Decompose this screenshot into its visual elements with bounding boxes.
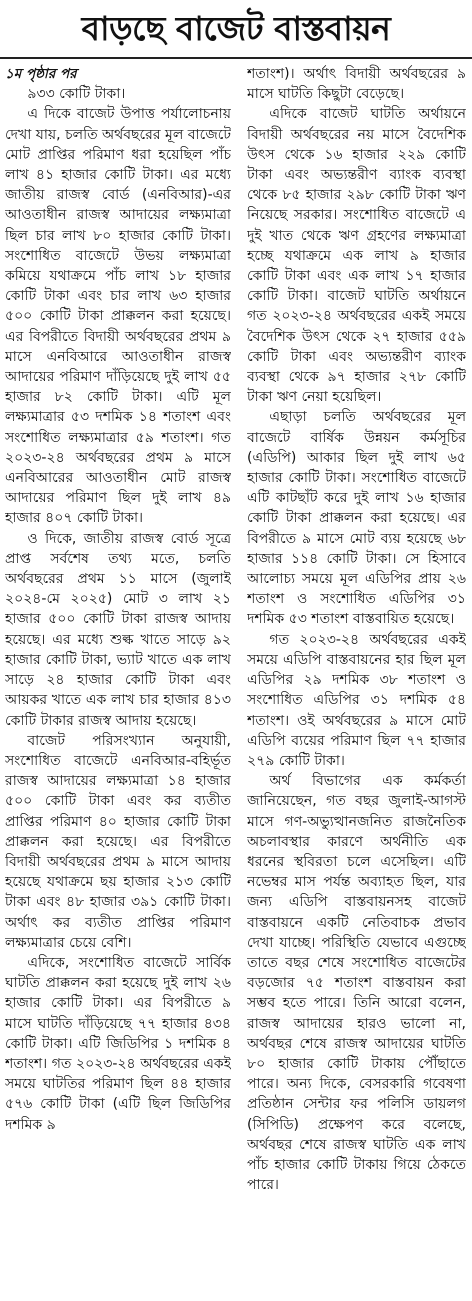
continued-from-line (5, 64, 231, 84)
paragraph: শতাংশ)। অর্থাৎ বিদায়ী অর্থবছরের ৯ মাসে ঘাটতি কিছুটা বেড়েছে। (247, 66, 466, 103)
headline-divider (0, 57, 472, 59)
paragraph: গত ২০২৩-২৪ অর্থবছরের একই সময়ে এডিপি বাস্তবায়নের হার ছিল মূল এডিপির ২৯ দশমিক ৩৮ শতাংশ ও সংশোধিত এডিপির ৩১ দশমিক ৫৪ শতাংশ। ওই অর্থবছরের ৯ মাসে মোট এডিপি ব্যয়ের পরিমাণ ছিল ৭৭ হাজার ২৭৯ কোটি টাকা। (247, 631, 466, 769)
paragraph: এ দিকে বাজেট উপাত্ত পর্যালোচনায় দেখা যায়, চলতি অর্থবছরের মূল বাজেটে মোট প্রাপ্তির পরিমাণ ধরা হয়েছিল পাঁচ লাখ ৪১ হাজার কোটি টাকা। এর মধ্যে জাতীয় রাজস্ব বোর্ড (এনবিআর)-এর আওতাধীন রাজস্ব আদায়ের লক্ষ্যমাত্রা ছিল চার লাখ ৮০ হাজার কোটি টাকা। সংশোধিত বাজেটে উভয় লক্ষ্যমাত্রা কমিয়ে যথাক্রমে পাঁচ লাখ ১৮ হাজার কোটি টাকা এবং চার লাখ ৬৩ হাজার ৫০০ কোটি টাকা প্রাক্কলন করা হয়েছে। এর বিপরীতে বিদায়ী অর্থবছরের প্রথম ৯ মাসে এনবিআরে আওতাধীন রাজস্ব আদায়ের পরিমাণ দাঁড়িয়েছে দুই লাখ ৫৫ হাজার ৮২ কোটি টাকা। এটি মূল লক্ষ্যমাত্রার ৫৩ দশমিক ১৪ শতাংশ এবং সংশোধিত লক্ষ্যমাত্রার ৫৯ শতাংশ। গত ২০২৩-২৪ অর্থবছরের প্রথম ৯ মাসে এনবিআরের আওতাধীন মোট রাজস্ব আদায়ের পরিমাণ ছিল দুই লাখ ৪৯ হাজার ৪০৭ কোটি টাকা। (5, 106, 231, 527)
paragraph: এদিকে, সংশোধিত বাজেটে সার্বিক ঘাটতি প্রাক্কলন করা হয়েছে দুই লাখ ২৬ হাজার কোটি টাকা। এর বিপরীতে ৯ মাসে ঘাটতি দাঁড়িয়েছে ৭৭ হাজার ৪৩৪ কোটি টাকা। এটি জিডিপির ১ দশমিক ৪ শতাংশ। গত ২০২৩-২৪ অর্থবছরের একই সময়ে ঘাটতির পরিমাণ ছিল ৪৪ হাজার ৫৭৬ কোটি টাকা (এটি ছিল জিডিপির দশমিক ৯ (5, 954, 231, 1133)
paragraph: অর্থ বিভাগের এক কর্মকর্তা জানিয়েছেন, গত বছর জুলাই-আগস্ট মাসে গণ-অভ্যুত্থানজনিত রাজনৈতিক অচলাবস্থার কারণে অর্থনীতি এক ধরনের স্থবিরতা চলে এসেছিল। এটি নভেম্বর মাস পর্যন্ত অব্যাহত ছিল, যার জন্য এডিপি বাস্তবায়নসহ বাজেট বাস্তবায়নে একটি নেতিবাচক প্রভাব দেখা যাচ্ছে। পরিস্থিতি যেভাবে এগুচ্ছে তাতে বছর শেষে সংশোধিত বাজেটের বড়জোর ৭৫ শতাংশ বাস্তবায়ন করা সম্ভব হতে পারে। তিনি আরো বলেন, রাজস্ব আদায়ের হারও ভালো না, অর্থবছর শেষে রাজস্ব আদায়ের ঘাটতি ৮০ হাজার কোটি টাকায় পৌঁছাতে পারে। অন্য দিকে, বেসরকারি গবেষণা প্রতিষ্ঠান সেন্টার ফর পলিসি ডায়লগ (সিপিডি) প্রক্ষেপণ করে বলেছে, অর্থবছর শেষে রাজস্ব ঘাটতি এক লাখ পাঁচ হাজার কোটি টাকায় গিয়ে ঠেকতে পারে। (247, 773, 466, 1194)
article-headline: বাড়ছে বাজেট বাস্তবায়ন (81, 9, 391, 48)
continued-label: ১ম পৃষ্ঠার পর (5, 66, 77, 82)
paragraph: ও দিকে, জাতীয় রাজস্ব বোর্ড সূত্রে প্রাপ্ত সর্বশেষ তথ্য মতে, চলতি অর্থবছরের প্রথম ১১ মাসে (জুলাই ২০২৪-মে ২০২৫) মোট ৩ লাখ ২১ হাজার ৫০০ কোটি টাকা রাজস্ব আদায় হয়েছে। এর মধ্যে শুল্ক খাতে সাড়ে ৯২ হাজার কোটি টাকা, ভ্যাট খাতে এক লাখ সাড়ে ২৪ হাজার কোটি টাকা এবং আয়কর খাতে এক লাখ চার হাজার ৪১৩ কোটি টাকার রাজস্ব আদায় হয়েছে। (5, 530, 231, 729)
paragraph: এদিকে বাজেট ঘাটতি অর্থায়নে বিদায়ী অর্থবছরের নয় মাসে বৈদেশিক উৎস থেকে ১৬ হাজার ২২৯ কোটি টাকা এবং অভ্যন্তরীণ ব্যাংক ব্যবস্থা থেকে ৮৫ হাজার ২৯৮ কোটি টাকা ঋণ নিয়েছে সরকার। সংশোধিত বাজেটে এ দুই খাত থেকে ঋণ গ্রহণের লক্ষ্যমাত্রা হচ্ছে যথাক্রমে এক লাখ ৯ হাজার কোটি টাকা এবং এক লাখ ১৭ হাজার কোটি টাকা। বাজেট ঘাটতি অর্থায়নে গত ২০২৩-২৪ অর্থবছরের একই সময়ে বৈদেশিক উৎস থেকে ২৭ হাজার ৫৫৯ কোটি টাকা এবং অভ্যন্তরীণ ব্যাংক ব্যবস্থা থেকে ৯৭ হাজার ২৭৮ কোটি টাকা ঋণ নেয়া হয়েছিল। (247, 106, 466, 406)
article-column-left (5, 64, 231, 1297)
paragraph: ৯৩৩ কোটি টাকা। (27, 86, 126, 103)
paragraph: এছাড়া চলতি অর্থবছরের মূল বাজেটে বার্ষিক উন্নয়ন কর্মসূচির (এডিপি) আকার ছিল দুই লাখ ৬৫ হাজার কোটি টাকা। সংশোধিত বাজেটে এটি কাটছাঁট করে দুই লাখ ১৬ হাজার কোটি টাকা প্রাক্কলন করা হয়েছে। এর বিপরীতে ৯ মাসে মোট ব্যয় হয়েছে ৬৮ হাজার ১১৪ কোটি টাকা। সে হিসাবে আলোচ্য সময়ে মূল এডিপির প্রায় ২৬ শতাংশ ও সংশোধিত এডিপির ৩১ দশমিক ৫৩ শতাংশ বাস্তবায়িত হয়েছে। (247, 409, 466, 628)
paragraph: বাজেট পরিসংখ্যান অনুযায়ী, সংশোধিত বাজেটে এনবিআর-বহির্ভূত রাজস্ব আদায়ের লক্ষ্যমাত্রা ১৪ হাজার ৫০০ কোটি টাকা এবং কর ব্যতীত প্রাপ্তির পরিমাণ ৪০ হাজার কোটি টাকা প্রাক্কলন করা হয়েছে। এর বিপরীতে বিদায়ী অর্থবছরের প্রথম ৯ মাসে আদায় হয়েছে যথাক্রমে ছয় হাজার ২১৩ কোটি টাকা এবং ৪৮ হাজার ৩৯১ কোটি টাকা। অর্থাৎ কর ব্যতীত প্রাপ্তির পরিমাণ লক্ষ্যমাত্রার চেয়ে বেশি। (5, 732, 231, 951)
article-column-right (247, 64, 466, 1297)
